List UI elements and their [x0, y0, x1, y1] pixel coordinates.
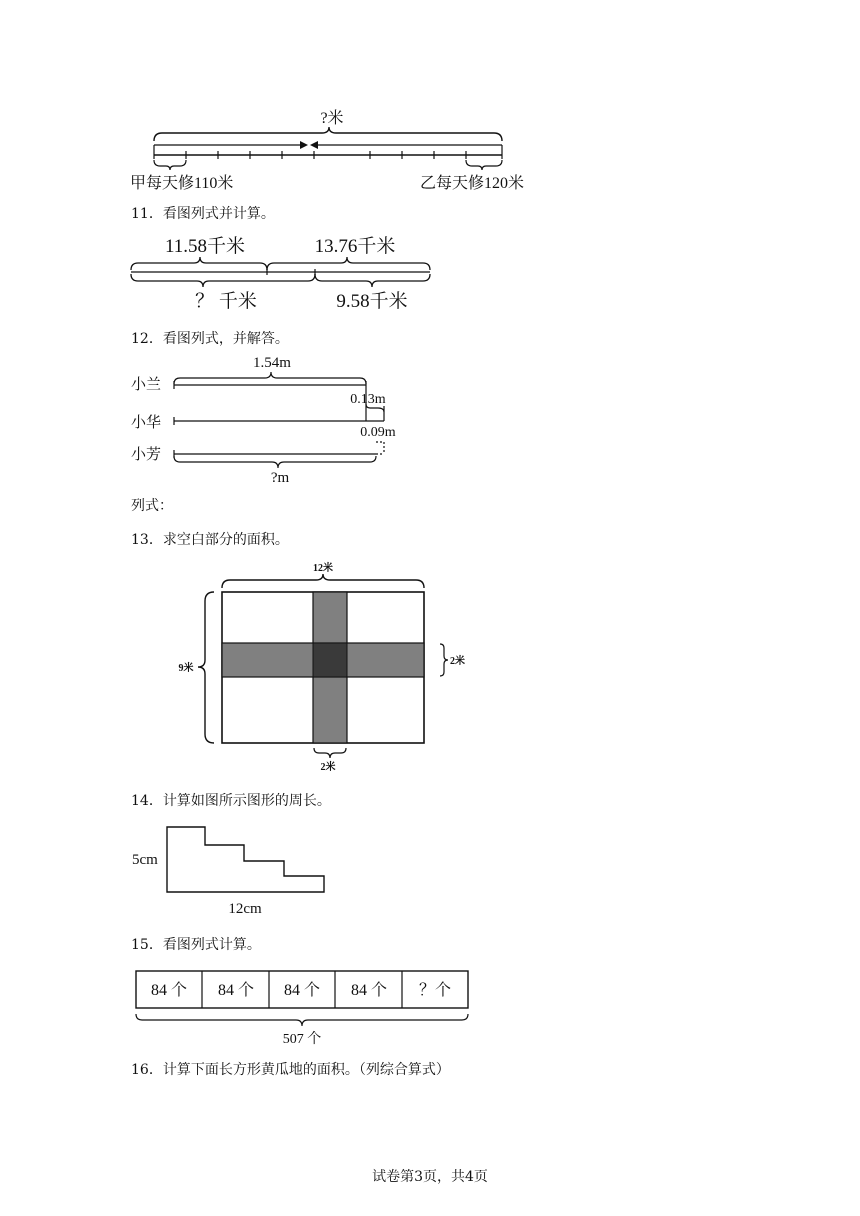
road-total-label: ?米: [320, 110, 344, 127]
q15-cell-5: ？个: [418, 982, 452, 999]
question-13-title: 13．求空白部分的面积。: [131, 532, 289, 548]
q13-right-brace: [440, 644, 448, 676]
q13-top-brace: [222, 574, 424, 588]
right-small-brace: [466, 160, 502, 170]
q15-diagram: [0, 965, 860, 1055]
q12-diff2-label: 0.09m: [360, 425, 396, 440]
q12-diagram: [0, 350, 860, 490]
q14-diagram: [0, 815, 860, 925]
q11-bottom-right-label: 9.58千米: [336, 291, 408, 312]
q15-cell-1: 84 个: [150, 982, 188, 999]
q15-bottom-brace: [136, 1014, 468, 1026]
q11-top-left-label: 11.58千米: [164, 236, 246, 257]
q14-width-label: 12cm: [228, 901, 262, 917]
right-speed-label: 乙每天修120米: [420, 175, 525, 192]
q12-bottom-brace: [174, 456, 376, 468]
q15-cell-2: 84 个: [217, 982, 255, 999]
question-15-title: 15．看图列式计算。: [131, 937, 261, 953]
q12-bottom-label: ?m: [270, 470, 290, 486]
q13-road-h-label: 2米: [450, 656, 465, 667]
q13-diagram: [0, 560, 860, 780]
q12-top-brace: [174, 372, 366, 384]
q12-answer-label: 列式：: [131, 498, 173, 514]
q15-cell-3: 84 个: [283, 982, 321, 999]
q12-diff1-label: 0.13m: [350, 392, 386, 407]
left-speed-label: 甲每天修110米: [130, 175, 234, 192]
q13-width-label: 12米: [313, 563, 333, 574]
road-diagram: [0, 0, 860, 200]
q15-total-label: 507 个: [282, 1032, 322, 1047]
left-small-brace: [154, 160, 186, 170]
question-14-title: 14．计算如图所示图形的周长。: [131, 793, 331, 809]
q11-bottom-left-brace: [131, 274, 315, 287]
q11-top-right-label: 13.76千米: [314, 236, 396, 257]
q11-bottom-right-brace: [315, 274, 430, 287]
q12-name-xiaofang: 小芳: [131, 447, 162, 463]
page-footer: 试卷第3页，共4页: [372, 1169, 488, 1185]
q11-top-left-brace: [131, 257, 267, 270]
q11-diagram: [0, 225, 860, 325]
q13-road-v-label: 2米: [320, 762, 336, 773]
q13-height-label: 9米: [178, 663, 194, 674]
q12-top-label: 1.54m: [253, 355, 291, 371]
q13-bottom-brace: [314, 748, 346, 758]
q11-bottom-left-label: ？ 千米: [195, 291, 257, 312]
q12-name-xiaohua: 小华: [131, 415, 162, 431]
question-11-title: 11．看图列式并计算。: [131, 206, 275, 222]
q13-road-overlap: [313, 643, 347, 677]
q14-staircase-shape: [167, 827, 324, 892]
q11-top-right-brace: [267, 257, 430, 270]
q12-name-xiaolan: 小兰: [131, 377, 162, 393]
question-12-title: 12．看图列式，并解答。: [131, 331, 289, 347]
q15-cell-4: 84 个: [350, 982, 388, 999]
question-16-title: 16．计算下面长方形黄瓜地的面积。（列综合算式）: [131, 1062, 450, 1078]
q14-height-label: 5cm: [132, 852, 158, 868]
q13-left-brace: [198, 592, 214, 743]
road-top-brace: [154, 127, 502, 141]
